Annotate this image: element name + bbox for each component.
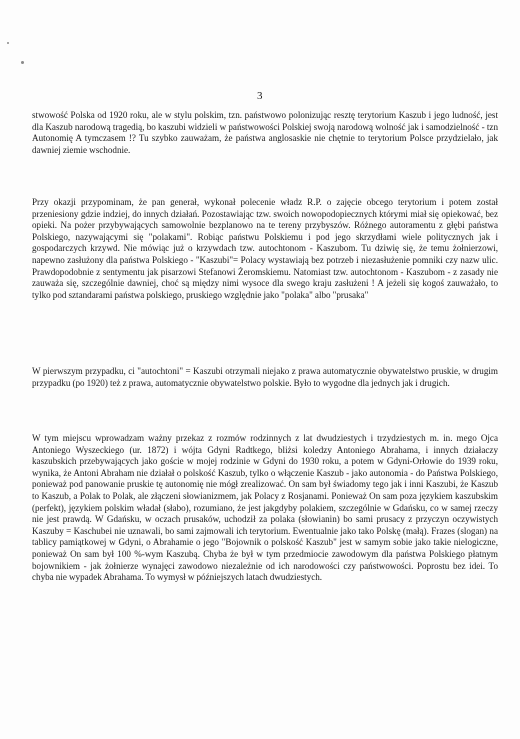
page-number: 3 [257,90,263,102]
paragraph-3: W pierwszym przypadku, ci "autochtoni" = Kaszubi otrzymali niejako z prawa automatycznie obywatelstwo pruskie, w drugim przypadku (po 1920) też z prawa, automatycznie obywatelstwo polskie. Było to wygodne dla jednych jak i drugich. [32,366,498,388]
paragraph-1: stwowość Polska od 1920 roku, ale w stylu polskim, tzn. państwowo polonizując resztę terytorium Kaszub i jego ludność, jest dla Kaszub narodową tragedią, bo kaszubi widzieli w państwowości Polskiej swoją narodową wolność jak i samodzielność - tzn Autonomię A tymczasem !? Tu szybko zauważam, że państwa anglosaskie nie chętnie to terytorium Polsce przydzielało, jak dawniej ziemie wschodnie. [32,110,498,155]
paragraph-4: W tym miejscu wprowadzam ważny przekaz z rozmów rodzinnych z lat dwudziestych i trzydziestych m. in. mego Ojca Antoniego Wyszeckiego (ur. 1872) i wójta Gdyni Radtkego, bliżsi koledzy Antoniego Abrahama, i innych działaczy kaszubskich przebywających jako goście w mojej rodzinie w Gdyni do 1930 roku, a potem w Gdyni-Orłowie do 1939 roku, wynika, że Antoni Abraham nie działał o polskość Kaszub, tylko o włączenie Kaszub - jako autonomia - do Państwa Polskiego, ponieważ pod panowanie pruskie tę autonomię nie mógł zrealizować. On sam był świadomy tego jak i inni Kaszubi, że Kaszub to Kaszub, a Polak to Polak, ale złączeni słowianizmem, jak Polacy z Rosjanami. Ponieważ On sam poza językiem kaszubskim (perfekt), językiem polskim władał (słabo), rozumiano, że jest jakgdyby polakiem, szczególnie w Gdańsku, co w samej rzeczy nie jest prawdą. W Gdańsku, w oczach prusaków, uchodził za polaka (słowianin) bo sami prusacy z przyczyn oczywistych Kaszuby = Kaschubei nie uznawali, bo sami zajmowali ich terytorium. Ewentualnie jako tako Polskę (małą). Frazes (slogan) na tablicy pamiątkowej w Gdyni, o Abrahamie o jego "Bojownik o polskość Kaszub" jest w samym sobie jako takie nielogiczne, ponieważ On sam był 100 %-wym Kaszubą. Chyba że był w tym przedmiocie zawodowym dla państwa Polskiego płatnym bojownikiem - jak żołnierze wynajęci zawodowo niezależnie od ich narodowości czy państwowości. Poprostu bez idei. To chyba nie wypadek Abrahama. To wymysł w późniejszych latach dwudziestych. [32,433,498,583]
scan-speck [21,61,24,64]
paragraph-2: Przy okazji przypominam, że pan generał, wykonał polecenie władz R.P. o zajęcie obcego terytorium i potem został przeniesiony gdzie indziej, do innych działań. Pozostawiając tzw. swoich nowopodopiecznych którymi miał się opiekować, bez opieki. Na pożer przybywających samowolnie bezplanowo na te tereny przybyszów. Różnego autoramentu z głębi państwa Polskiego, nazywającymi się "polakami". Robiąc państwu Polskiemu i pod jego skrzydłami wiele politycznych jak i gospodarczych krzywd. Nie mówiąc już o krzywdach tzw. autochtonom - Kaszubom. Tu dziwię się, że temu żołnierzowi, napewno zasłużony dla państwa Polskiego - "Kaszubi"= Polacy wystawiają bez potrzeb i niezasłużenie pomniki czy nazw ulic. Prawdopodobnie z sentymentu jak pisarzowi Stefanowi Żeromskiemu. Natomiast tzw. autochtonom - Kaszubom - z zasady nie zauważa się, szczególnie dawniej, choć są między nimi wysoce dla swego kraju zasłużeni ! A jeżeli się kogoś zauważało, to tylko pod sztandarami państwa polskiego, pruskiego względnie jako "polaka" albo "prusaka" [32,197,498,300]
scan-speck [7,42,9,44]
